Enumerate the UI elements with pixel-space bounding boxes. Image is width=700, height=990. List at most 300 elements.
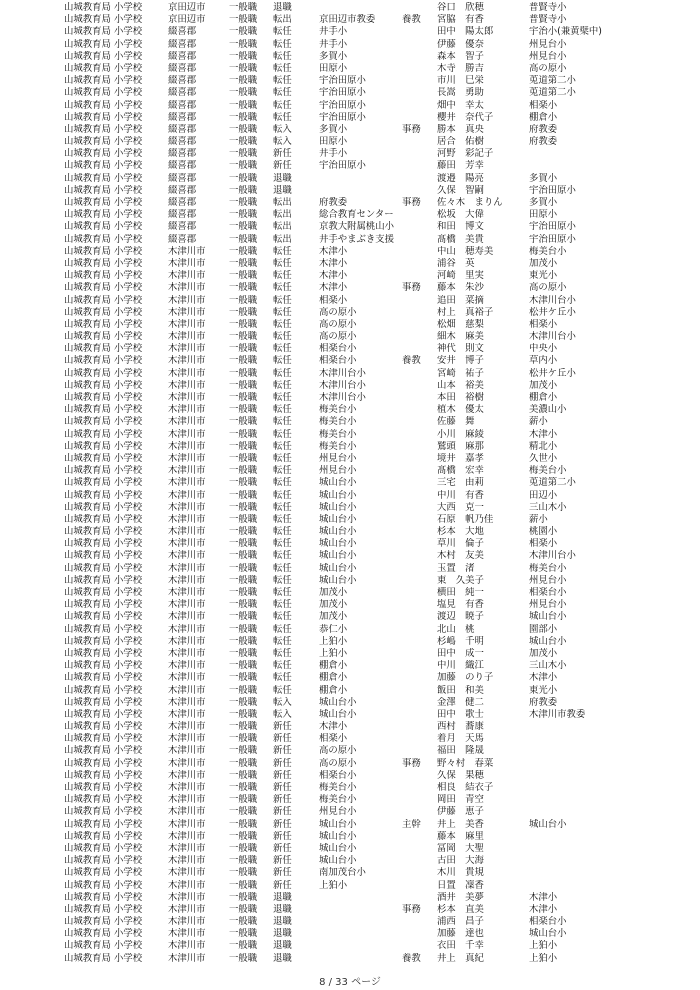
cell-previous-school: 薪小 [529,416,548,428]
table-row [0,355,700,367]
cell-job-type: 一般職 [229,123,258,135]
cell-school-type: 小学校 [114,879,143,891]
cell-municipality: 木津川市 [168,818,206,830]
cell-job-type: 一般職 [229,513,258,525]
cell-name: 杉嶋 千明 [437,635,484,647]
cell-name: 山本 裕美 [437,379,484,391]
cell-office: 山城教育局 [64,136,111,148]
cell-name: 勝本 真央 [437,123,484,135]
cell-school: 加茂小 [319,587,348,598]
cell-transfer-type: 転任 [273,587,292,598]
cell-school: 加茂小 [319,599,348,611]
cell-transfer-type: 新任 [273,830,292,842]
cell-job-type: 一般職 [229,404,258,416]
table-row [0,148,700,160]
cell-office: 山城教育局 [64,684,111,696]
cell-previous-school: 宇治田原小 [529,233,576,245]
cell-previous-school: 莵道第二小 [529,75,576,87]
cell-office: 山城教育局 [64,696,111,708]
cell-school-type: 小学校 [114,233,143,245]
cell-municipality: 綴喜郡 [168,221,197,233]
table-row [0,307,700,319]
table-row [0,14,700,26]
cell-job-type: 一般職 [229,635,258,647]
cell-previous-school: 加茂小 [529,257,558,269]
cell-municipality: 木津川市 [168,794,206,806]
cell-school-type: 小学校 [114,2,143,13]
cell-job-type: 一般職 [229,306,258,318]
table-row [0,295,700,307]
cell-transfer-type: 退職 [273,184,292,196]
cell-school-type: 小学校 [114,50,143,62]
cell-job-type: 一般職 [229,550,258,562]
cell-office: 山城教育局 [64,355,111,367]
cell-school: 井手小 [319,38,348,50]
cell-school-type: 小学校 [114,660,143,672]
cell-job-type: 一般職 [229,257,258,269]
cell-previous-school: 普賢寺小 [529,14,567,26]
cell-office: 山城教育局 [64,501,111,513]
cell-job-type: 一般職 [229,440,258,452]
cell-job-type: 一般職 [229,99,258,111]
cell-job-type: 一般職 [229,891,258,903]
personnel-table [0,2,700,965]
cell-school-type: 小学校 [114,465,143,477]
cell-office: 山城教育局 [64,538,111,550]
cell-job-type: 一般職 [229,355,258,367]
cell-job-type: 一般職 [229,379,258,391]
table-row [0,75,700,87]
cell-school-type: 小学校 [114,26,143,38]
table-row [0,892,700,904]
cell-municipality: 京田辺市 [168,14,206,26]
cell-office: 山城教育局 [64,867,111,879]
cell-school-type: 小学校 [114,769,143,781]
cell-school-type: 小学校 [114,501,143,513]
cell-transfer-type: 転任 [273,257,292,269]
cell-office: 山城教育局 [64,574,111,586]
cell-office: 山城教育局 [64,440,111,452]
cell-name: 杉本 大地 [437,526,484,538]
cell-job-type: 一般職 [229,879,258,891]
cell-school-type: 小学校 [114,599,143,611]
table-row [0,465,700,477]
cell-school-type: 小学校 [114,672,143,684]
cell-school-type: 小学校 [114,842,143,854]
cell-school: 木津川台小 [319,379,366,391]
cell-previous-school: 加茂小 [529,647,558,659]
cell-job-type: 一般職 [229,842,258,854]
cell-municipality: 木津川市 [168,270,206,282]
table-row [0,599,700,611]
cell-job-type: 一般職 [229,136,258,148]
cell-office: 山城教育局 [64,416,111,428]
cell-job-type: 一般職 [229,331,258,343]
table-row [0,648,700,660]
cell-previous-school: 州見台小 [529,599,567,611]
cell-previous-school: 相楽小 [529,318,558,330]
cell-transfer-type: 新任 [273,148,292,160]
cell-school-type: 小学校 [114,477,143,489]
cell-municipality: 木津川市 [168,331,206,343]
cell-office: 山城教育局 [64,940,111,952]
cell-previous-school: 相楽小 [529,538,558,550]
cell-name: 宮崎 祐子 [437,367,484,379]
cell-previous-school: 東光小 [529,270,558,282]
cell-job-type: 一般職 [229,245,258,257]
cell-name: 佐々木 まりん [437,197,503,208]
cell-office: 山城教育局 [64,172,111,184]
cell-job-type: 一般職 [229,428,258,440]
cell-name: 衣田 千幸 [437,940,484,952]
cell-job-type: 一般職 [229,14,258,26]
cell-school: 南加茂台小 [319,867,366,879]
cell-name: 福田 隆晟 [437,745,484,757]
cell-school: 恭仁小 [319,623,348,635]
cell-school: 田原小 [319,62,348,74]
cell-school-type: 小学校 [114,867,143,879]
cell-job-type: 一般職 [229,587,258,598]
cell-office: 山城教育局 [64,599,111,611]
cell-job-type: 一般職 [229,696,258,708]
cell-previous-school: 桃園小 [529,526,558,538]
cell-municipality: 綴喜郡 [168,184,197,196]
cell-school: 総合教育センター [319,209,394,221]
cell-municipality: 木津川市 [168,635,206,647]
cell-office: 山城教育局 [64,489,111,501]
cell-name: 中川 有香 [437,489,484,501]
cell-job-type: 一般職 [229,465,258,477]
cell-office: 山城教育局 [64,660,111,672]
cell-name: 北山 桃 [437,623,475,635]
cell-job-type: 一般職 [229,599,258,611]
cell-transfer-type: 新任 [273,769,292,781]
cell-job-type: 一般職 [229,830,258,842]
cell-previous-school: 府教委 [529,696,558,708]
cell-transfer-type: 転出 [273,197,292,208]
cell-job-type: 一般職 [229,806,258,818]
cell-name: 加藤 のり子 [437,672,494,684]
cell-school: 城山台小 [319,538,357,550]
cell-school: 京田辺市教委 [319,14,376,26]
cell-transfer-type: 退職 [273,952,292,964]
cell-school: 宇治田原小 [319,75,366,87]
cell-school-type: 小学校 [114,794,143,806]
cell-role: 事務 [402,282,421,294]
cell-office: 山城教育局 [64,184,111,196]
cell-transfer-type: 転任 [273,343,292,355]
cell-office: 山城教育局 [64,818,111,830]
table-row [0,173,700,185]
cell-job-type: 一般職 [229,233,258,245]
cell-job-type: 一般職 [229,367,258,379]
cell-transfer-type: 転任 [273,245,292,257]
cell-transfer-type: 転任 [273,465,292,477]
cell-name: 着月 天馬 [437,733,484,745]
table-row [0,819,700,831]
cell-name: 田中 成一 [437,647,484,659]
cell-job-type: 一般職 [229,38,258,50]
cell-school: 多賀小 [319,123,348,135]
cell-office: 山城教育局 [64,916,111,928]
cell-job-type: 一般職 [229,343,258,355]
cell-name: 植木 優太 [437,404,484,416]
table-row [0,636,700,648]
cell-school: 相楽台小 [319,343,357,355]
cell-previous-school: 田原小 [529,209,558,221]
cell-role: 養教 [402,355,421,367]
table-row [0,63,700,75]
cell-name: 伊藤 優奈 [437,38,484,50]
cell-office: 山城教育局 [64,526,111,538]
table-row [0,904,700,916]
cell-school: 上狛小 [319,647,348,659]
cell-office: 山城教育局 [64,87,111,99]
cell-transfer-type: 転任 [273,562,292,574]
cell-municipality: 綴喜郡 [168,26,197,38]
cell-municipality: 綴喜郡 [168,99,197,111]
cell-job-type: 一般職 [229,452,258,464]
cell-job-type: 一般職 [229,916,258,928]
cell-job-type: 一般職 [229,769,258,781]
cell-school-type: 小学校 [114,62,143,74]
cell-job-type: 一般職 [229,87,258,99]
table-row [0,429,700,441]
cell-transfer-type: 転任 [273,38,292,50]
cell-school-type: 小学校 [114,184,143,196]
cell-school-type: 小学校 [114,294,143,306]
cell-name: 安井 博子 [437,355,484,367]
cell-job-type: 一般職 [229,721,258,733]
cell-school: 梅美台小 [319,404,357,416]
table-row [0,343,700,355]
cell-school: 州見台小 [319,452,357,464]
table-row [0,477,700,489]
cell-transfer-type: 転任 [273,392,292,403]
cell-job-type: 一般職 [229,172,258,184]
page-footer: 8 / 33 ページ [319,977,381,988]
cell-job-type: 一般職 [229,2,258,13]
table-row [0,380,700,392]
cell-transfer-type: 転出 [273,233,292,245]
cell-transfer-type: 退職 [273,172,292,184]
cell-name: 藤田 芳幸 [437,160,484,172]
cell-job-type: 一般職 [229,209,258,221]
cell-office: 山城教育局 [64,26,111,38]
cell-school-type: 小学校 [114,123,143,135]
cell-school: 木津川台小 [319,367,366,379]
cell-name: 市川 巳栄 [437,75,484,87]
cell-transfer-type: 転任 [273,111,292,123]
cell-school: 宇治田原小 [319,87,366,99]
cell-school-type: 小学校 [114,99,143,111]
cell-transfer-type: 転任 [273,477,292,489]
table-row [0,112,700,124]
cell-office: 山城教育局 [64,2,111,13]
cell-municipality: 木津川市 [168,355,206,367]
cell-municipality: 綴喜郡 [168,87,197,99]
cell-school: 井手やまぶき支援 [319,233,395,245]
cell-previous-school: 木津川台小 [529,550,576,562]
cell-school: 棚倉小 [319,672,348,684]
cell-school: 梅美台小 [319,428,357,440]
cell-office: 山城教育局 [64,794,111,806]
cell-municipality: 木津川市 [168,745,206,757]
table-row [0,575,700,587]
cell-previous-school: 薪小 [529,513,548,525]
cell-office: 山城教育局 [64,367,111,379]
cell-municipality: 綴喜郡 [168,136,197,148]
cell-job-type: 一般職 [229,318,258,330]
cell-transfer-type: 転任 [273,355,292,367]
cell-school-type: 小学校 [114,635,143,647]
cell-school: 高の原小 [319,331,357,343]
cell-previous-school: 草内小 [529,355,558,367]
cell-school-type: 小学校 [114,647,143,659]
cell-name: 細木 麻美 [437,331,484,343]
cell-school: 城山台小 [319,526,357,538]
cell-office: 山城教育局 [64,257,111,269]
cell-school-type: 小学校 [114,550,143,562]
cell-office: 山城教育局 [64,891,111,903]
cell-office: 山城教育局 [64,550,111,562]
cell-name: 河崎 里実 [437,270,484,282]
cell-office: 山城教育局 [64,708,111,720]
cell-transfer-type: 新任 [273,867,292,879]
cell-transfer-type: 転入 [273,708,292,720]
cell-name: 佐藤 舞 [437,416,475,428]
cell-job-type: 一般職 [229,867,258,879]
cell-office: 山城教育局 [64,635,111,647]
cell-name: 三宅 由莉 [437,477,484,489]
table-row [0,855,700,867]
cell-municipality: 木津川市 [168,696,206,708]
cell-school: 城山台小 [319,513,357,525]
cell-school-type: 小学校 [114,489,143,501]
cell-previous-school: 城山台小 [529,818,567,830]
cell-job-type: 一般職 [229,684,258,696]
table-row [0,867,700,879]
cell-transfer-type: 転任 [273,489,292,501]
cell-school: 京教大附属桃山小 [319,221,395,233]
cell-school: 宇治田原小 [319,160,366,172]
cell-previous-school: 城山台小 [529,611,567,623]
cell-school: 相楽台小 [319,769,357,781]
cell-municipality: 木津川市 [168,501,206,513]
table-row [0,51,700,63]
cell-name: 藤本 麻里 [437,830,484,842]
cell-office: 山城教育局 [64,855,111,867]
table-row [0,514,700,526]
cell-office: 山城教育局 [64,331,111,343]
cell-job-type: 一般職 [229,526,258,538]
table-row [0,185,700,197]
cell-office: 山城教育局 [64,294,111,306]
cell-school-type: 小学校 [114,513,143,525]
cell-role: 事務 [402,197,421,208]
cell-office: 山城教育局 [64,123,111,135]
cell-office: 山城教育局 [64,587,111,598]
cell-previous-school: 棚倉小 [529,392,558,403]
cell-school: 梅美台小 [319,794,357,806]
cell-previous-school: 田辺小 [529,489,558,501]
cell-school-type: 小学校 [114,526,143,538]
cell-transfer-type: 転入 [273,136,292,148]
cell-transfer-type: 退職 [273,891,292,903]
cell-school-type: 小学校 [114,257,143,269]
cell-transfer-type: 退職 [273,940,292,952]
cell-office: 山城教育局 [64,928,111,940]
cell-previous-school: 宇治田原小 [529,184,576,196]
cell-office: 山城教育局 [64,148,111,160]
cell-job-type: 一般職 [229,757,258,769]
cell-transfer-type: 転入 [273,123,292,135]
table-row [0,928,700,940]
cell-municipality: 木津川市 [168,916,206,928]
cell-municipality: 木津川市 [168,879,206,891]
cell-transfer-type: 退職 [273,903,292,915]
cell-school: 梅美台小 [319,416,357,428]
cell-job-type: 一般職 [229,574,258,586]
table-row [0,26,700,38]
cell-name: 中山 穂寿美 [437,245,494,257]
cell-previous-school: 加茂小 [529,379,558,391]
cell-school: 井手小 [319,26,348,38]
cell-municipality: 木津川市 [168,416,206,428]
cell-transfer-type: 転任 [273,294,292,306]
cell-transfer-type: 転任 [273,404,292,416]
cell-school-type: 小学校 [114,197,143,208]
cell-office: 山城教育局 [64,611,111,623]
cell-office: 山城教育局 [64,623,111,635]
cell-office: 山城教育局 [64,513,111,525]
table-row [0,502,700,514]
cell-job-type: 一般職 [229,75,258,87]
cell-office: 山城教育局 [64,318,111,330]
cell-school-type: 小学校 [114,221,143,233]
cell-office: 山城教育局 [64,270,111,282]
cell-name: 西村 蕎康 [437,721,484,733]
cell-name: 河野 彩記子 [437,148,494,160]
cell-name: 居合 佑樹 [437,136,484,148]
cell-municipality: 綴喜郡 [168,123,197,135]
cell-previous-school: 府教委 [529,136,558,148]
cell-job-type: 一般職 [229,647,258,659]
table-row [0,453,700,465]
cell-office: 山城教育局 [64,38,111,50]
cell-previous-school: 宇治田原小 [529,221,576,233]
cell-transfer-type: 転任 [273,526,292,538]
cell-municipality: 木津川市 [168,550,206,562]
cell-transfer-type: 転任 [273,452,292,464]
table-row [0,685,700,697]
cell-school-type: 小学校 [114,367,143,379]
cell-job-type: 一般職 [229,221,258,233]
cell-job-type: 一般職 [229,197,258,208]
cell-name: 神代 則文 [437,343,484,355]
cell-school: 木津小 [319,245,348,257]
cell-school-type: 小学校 [114,172,143,184]
cell-job-type: 一般職 [229,501,258,513]
cell-previous-school: 東光小 [529,684,558,696]
cell-previous-school: 多賀小 [529,172,558,184]
cell-name: 田中 陽太郎 [437,26,494,38]
cell-municipality: 木津川市 [168,867,206,879]
cell-school: 城山台小 [319,574,357,586]
cell-job-type: 一般職 [229,294,258,306]
cell-name: 飯田 和美 [437,684,484,696]
cell-previous-school: 梅美台小 [529,465,567,477]
